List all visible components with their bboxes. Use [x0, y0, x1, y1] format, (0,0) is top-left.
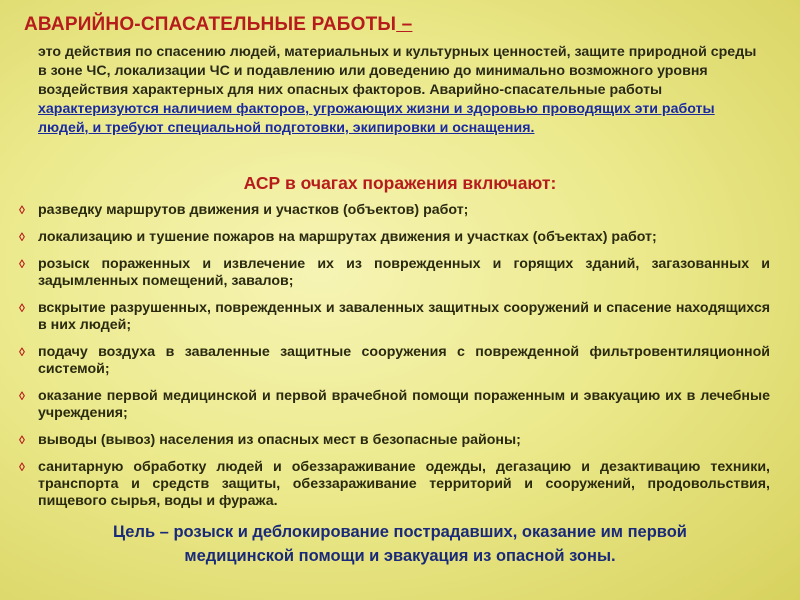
list-item-text: розыск пораженных и извлечение их из поврежденных и горящих зданий, загазованных и задымленных помещений, завалов; — [38, 256, 770, 289]
section-subtitle: АСР в очагах поражения включают: — [243, 173, 557, 193]
list-item — [18, 459, 770, 510]
definition-paragraph — [38, 43, 768, 138]
goal-line-1: Цель – розыск и деблокирование пострадавших, оказание им первой — [113, 523, 687, 541]
list-item — [18, 388, 770, 422]
goal-statement — [70, 520, 730, 568]
title-text: АВАРИЙНО-СПАСАТЕЛЬНЫЕ РАБОТЫ — [24, 14, 397, 35]
list-item — [18, 432, 770, 449]
list-item-text: подачу воздуха в заваленные защитные сооружения с поврежденной фильтровентиляционной системой; — [38, 344, 770, 377]
definition-text: это действия по спасению людей, материальных и культурных ценностей, защите природной среды в зоне ЧС, локализации ЧС и подавлению или доведению до минимально возможного уровня воздействия характерных для них опасных факторов. Аварийно-спасательные работы — [38, 44, 757, 98]
slide-title — [24, 14, 412, 36]
list-item — [18, 256, 770, 290]
list-item-text: санитарную обработку людей и обеззараживание одежды, дегазацию и дезактивацию техники, транспорта и средств защиты, обеззараживание территорий и сооружений, продовольствия, пищевого сырья, воды и фуража. — [38, 459, 770, 509]
diamond-bullet-icon: ◊ — [19, 203, 25, 217]
works-list — [18, 202, 770, 520]
goal-line-2: медицинской помощи и эвакуация из опасной зоны. — [184, 547, 616, 565]
list-item — [18, 344, 770, 378]
list-item — [18, 300, 770, 334]
definition-hyperlink[interactable]: характеризуются наличием факторов, угрожающих жизни и здоровью проводящих эти работы людей, и требуют специальной подготовки, экипировки и оснащения. — [38, 101, 715, 136]
list-item-text: локализацию и тушение пожаров на маршрутах движения и участках (объектах) работ; — [38, 229, 657, 245]
title-dash: – — [396, 14, 413, 35]
list-item-text: вскрытие разрушенных, поврежденных и заваленных защитных сооружений и спасение находящихся в них людей; — [38, 300, 770, 333]
diamond-bullet-icon: ◊ — [19, 389, 25, 403]
diamond-bullet-icon: ◊ — [19, 460, 25, 474]
list-item-text: разведку маршрутов движения и участков (объектов) работ; — [38, 202, 469, 218]
list-item — [18, 229, 770, 246]
diamond-bullet-icon: ◊ — [19, 301, 25, 315]
list-item-text: выводы (вывоз) населения из опасных мест в безопасные районы; — [38, 432, 521, 448]
diamond-bullet-icon: ◊ — [19, 257, 25, 271]
list-item — [18, 202, 770, 219]
list-item-text: оказание первой медицинской и первой врачебной помощи пораженным и эвакуацию их в лечебные учреждения; — [38, 388, 770, 421]
diamond-bullet-icon: ◊ — [19, 345, 25, 359]
diamond-bullet-icon: ◊ — [19, 433, 25, 447]
diamond-bullet-icon: ◊ — [19, 230, 25, 244]
